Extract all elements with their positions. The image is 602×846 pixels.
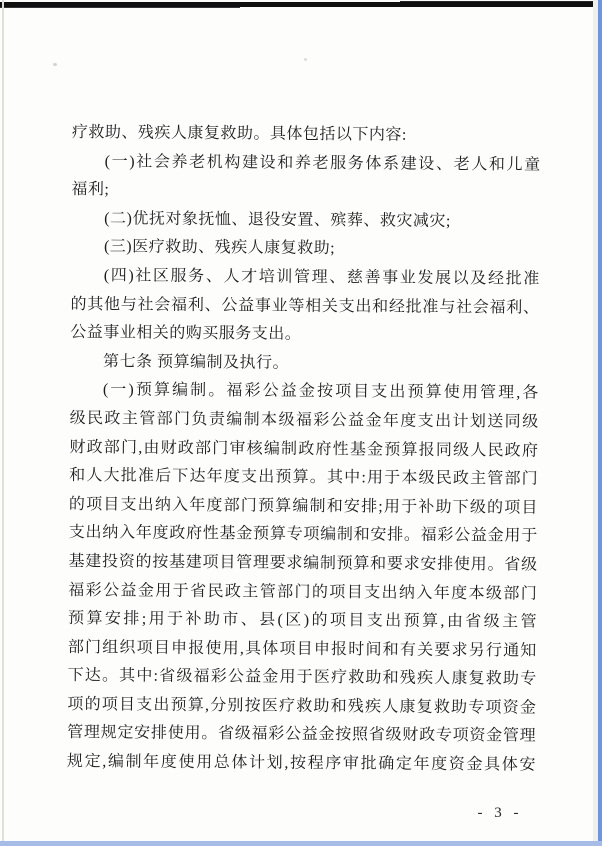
text-line: 管理规定安排使用。省级福彩公益金按照省级财政专项资金管理	[67, 724, 537, 746]
text-line: (一)预算编制。福彩公益金按项目支出预算使用管理,各	[102, 381, 539, 403]
text-line: 的其他与社会福利、公益事业等相关支出和经批准与社会福利、	[70, 295, 540, 317]
scan-edge-top-bar-segment	[0, 6, 240, 8]
viewer-border-bottom	[0, 841, 602, 846]
text-line: 福利;	[71, 181, 110, 199]
text-line: 级民政主管部门负责编制本级福彩公益金年度支出计划送同级	[69, 409, 539, 431]
text-line: 疗救助、残疾人康复救助。具体包括以下内容:	[71, 123, 407, 144]
text-line: 规定,编制年度使用总体计划,按程序审批确定年度资金具体安	[66, 753, 537, 774]
text-line: 项的项目支出预算,分别按医疗救助和残疾人康复救助专项资金	[67, 695, 537, 717]
text-line: 财政部门,由财政部门审核编制政府性基金预算报同级人民政府	[69, 438, 539, 460]
text-line: 的项目支出纳入年度部门预算编制和安排;用于补助下级的项目	[68, 495, 539, 517]
scan-edge-left-line	[2, 0, 4, 846]
text-line: 公益事业相关的购买服务支出。	[70, 324, 302, 343]
text-line: (三)医疗救助、残疾人康复救助;	[103, 238, 336, 258]
document-lines	[67, 119, 541, 780]
scan-edge-top-bar-segment	[400, 1, 597, 4]
scan-speck	[53, 63, 57, 66]
page-number: - 3 -	[477, 805, 523, 821]
text-line: (一)社会养老机构建设和养老服务体系建设、老人和儿童	[104, 152, 541, 174]
text-line: 下达。其中:省级福彩公益金用于医疗救助和残疾人康复救助专	[67, 667, 537, 688]
text-line: (二)优抚对象抚恤、退役安置、殡葬、救灾减灾;	[104, 210, 451, 230]
text-line: 基建投资的按基建项目管理要求编制预算和要求安排使用。省级	[68, 552, 538, 574]
text-line: (四)社区服务、人才培训管理、慈善事业发展以及经批准	[103, 267, 540, 288]
text-line: 支出纳入年度政府性基金预算专项编制和安排。福彩公益金用于	[68, 524, 538, 545]
viewer-border-right	[598, 0, 602, 846]
text-line: 福彩公益金用于省民政主管部门的项目支出纳入年度本级部门	[68, 581, 538, 603]
scan-speck	[304, 58, 307, 61]
text-line: 和人大批准后下达年度支出预算。其中:用于本级民政主管部门	[69, 467, 539, 488]
text-line: 预算安排;用于补助市、县(区)的项目支出预算,由省级主管	[68, 610, 538, 631]
text-line: 部门组织项目申报使用,具体项目申报时间和有关要求另行通知	[67, 638, 537, 660]
text-line: 第七条 预算编制及执行。	[103, 353, 290, 372]
